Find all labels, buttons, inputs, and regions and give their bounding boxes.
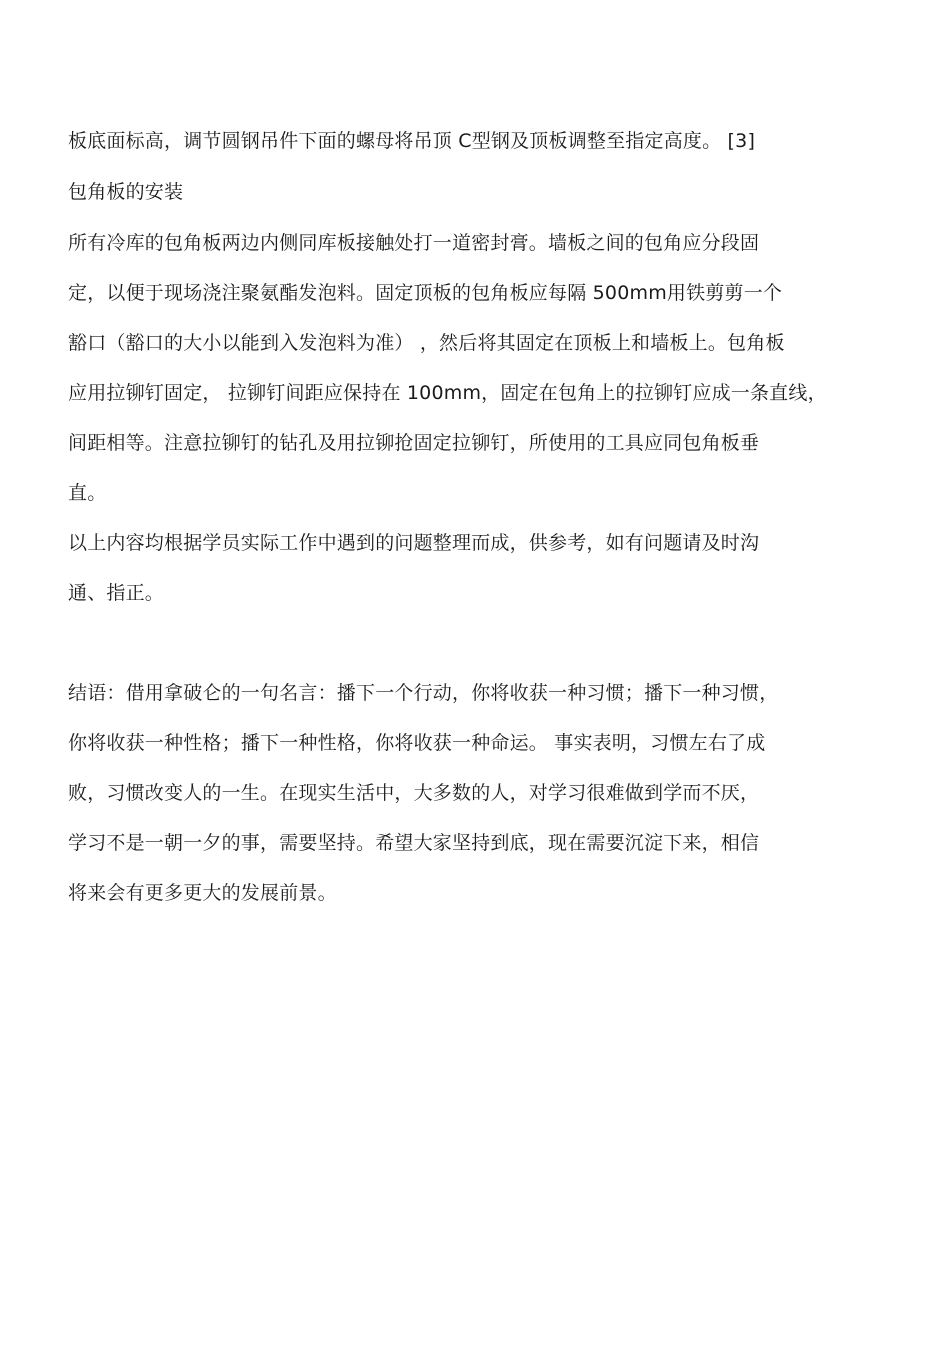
conclusion-line: 学习不是一朝一夕的事，需要坚持。希望大家坚持到底，现在需要沉淀下来，相信 (68, 832, 760, 854)
conclusion-line: 将来会有更多更大的发展前景。 (68, 882, 337, 904)
paragraph-line: 以上内容均根据学员实际工作中遇到的问题整理而成，供参考，如有问题请及时沟 (68, 532, 760, 554)
conclusion-line: 败，习惯改变人的一生。在现实生活中，大多数的人，对学习很难做到学而不厌， (68, 782, 760, 804)
paragraph-line: 通、指正。 (68, 582, 165, 604)
paragraph-line: 板底面标高，调节圆钢吊件下面的螺母将吊顶 C型钢及顶板调整至指定高度。 [3] (68, 130, 756, 152)
paragraph-line: 应用拉铆钉固定， 拉铆钉间距应保持在 100mm，固定在包角上的拉铆钉应成一条直线， (68, 382, 827, 404)
paragraph-line: 间距相等。注意拉铆钉的钻孔及用拉铆抢固定拉铆钉，所使用的工具应同包角板垂 (68, 432, 760, 454)
paragraph-line: 豁口（豁口的大小以能到入发泡料为准） ，然后将其固定在顶板上和墙板上。包角板 (68, 332, 785, 354)
paragraph-line: 定，以便于现场浇注聚氨酯发泡料。固定顶板的包角板应每隔 500mm用铁剪剪一个 (68, 282, 783, 304)
conclusion-line: 你将收获一种性格；播下一种性格，你将收获一种命运。 事实表明，习惯左右了成 (68, 732, 766, 754)
paragraph-line: 直。 (68, 482, 107, 504)
paragraph-line: 所有冷库的包角板两边内侧同库板接触处打一道密封膏。墙板之间的包角应分段固 (68, 232, 760, 254)
section-heading: 包角板的安装 (68, 181, 184, 203)
conclusion-line: 结语：借用拿破仑的一句名言：播下一个行动，你将收获一种习惯；播下一种习惯， (68, 682, 779, 704)
